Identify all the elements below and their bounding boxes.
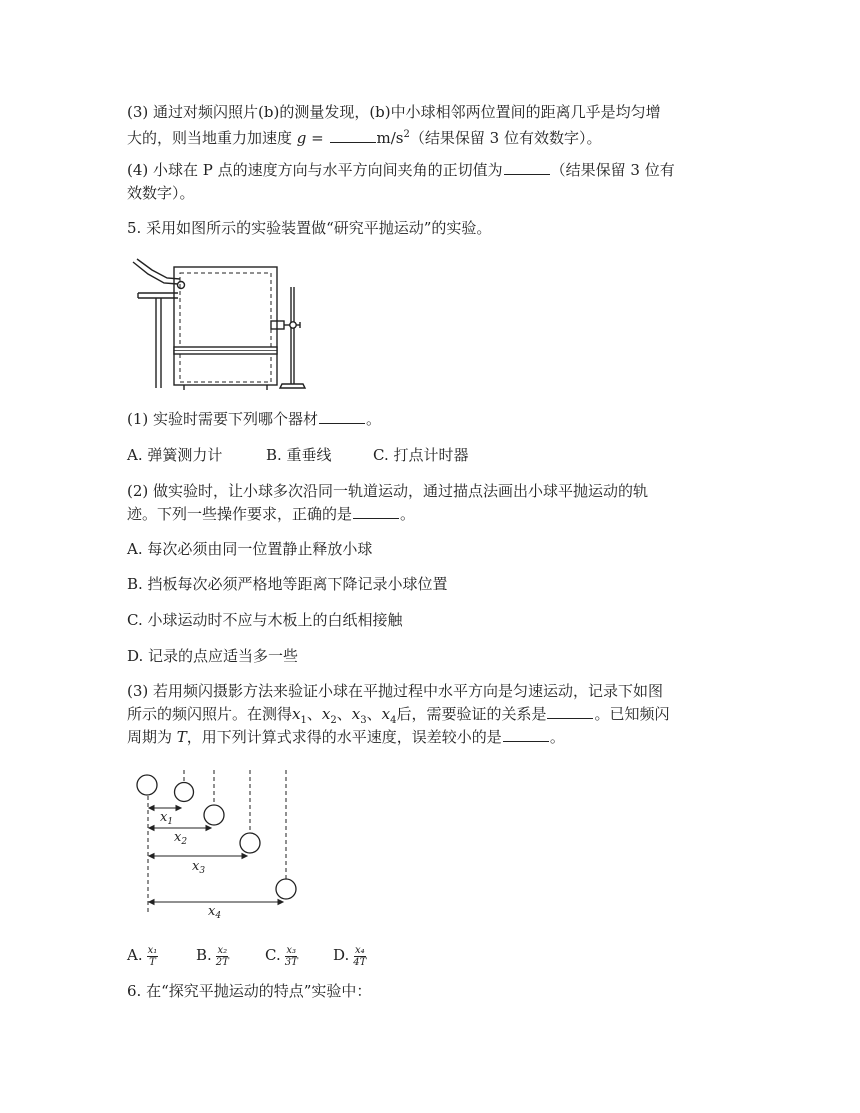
equals-sign: =: [306, 129, 329, 147]
q5-sub3-option-c[interactable]: [265, 944, 298, 968]
q5-sub3-text-c: 。已知频闪: [594, 705, 670, 723]
q4-part4-text-b: （结果保留 3 位有: [550, 161, 675, 179]
denominator: 2T: [215, 956, 229, 968]
label-x2: $x_2$: [174, 830, 188, 847]
denominator: 4T: [353, 956, 367, 968]
q5-sub3-option-a[interactable]: [127, 944, 158, 968]
option-letter: C.: [265, 946, 281, 964]
numerator: x₄: [354, 944, 365, 956]
ball-position-0: [137, 775, 157, 795]
q5-sub1-text-b: 。: [366, 410, 382, 428]
q5-sub1-option-b[interactable]: B. 重垂线: [266, 446, 332, 464]
var-x4-sub: 4: [390, 715, 397, 726]
q4-part3-line1: (3) 通过对频闪照片(b)的测量发现，(b)中小球相邻两位置间的距离几乎是均匀增: [127, 103, 661, 121]
unit-exponent: 2: [403, 129, 410, 140]
label-x1: $x_1$: [160, 810, 174, 827]
q5-sub3-text-f: 。: [549, 728, 565, 746]
var-x1: x: [292, 705, 301, 723]
q5-sub3-text-a: 所示的频闪照片。在测得: [127, 705, 293, 723]
q5-sub3-text-e: ，用下列计算式求得的水平速度，误差较小的是: [186, 728, 502, 746]
q5-sub1-stem: [127, 408, 381, 430]
q4-part3-text-a: 大的，则当地重力加速度: [127, 129, 297, 147]
q5-sub1-option-c[interactable]: C. 打点计时器: [373, 446, 469, 464]
label-x4: $x_4$: [208, 904, 222, 920]
var-x2: x: [321, 705, 331, 723]
q5-sub2-line1: (2) 做实验时，让小球多次沿同一轨道运动，通过描点法画出小球平抛运动的轨: [127, 482, 649, 500]
numerator: x₁: [147, 944, 158, 956]
q5-sub2-option-c[interactable]: C. 小球运动时不应与木板上的白纸相接触: [127, 611, 403, 629]
option-letter: A.: [127, 946, 143, 964]
fraction: [285, 945, 298, 968]
q5-sub2-option-b[interactable]: B. 挡板每次必须严格地等距离下降记录小球位置: [127, 575, 448, 593]
q5-sub3-option-b[interactable]: [196, 944, 229, 968]
denominator: T: [149, 956, 156, 968]
q6-title: 6. 在“探究平抛运动的特点”实验中：: [127, 982, 372, 1000]
unit: m/s: [376, 129, 404, 147]
numerator: x₂: [217, 944, 228, 956]
q5-sub3-text-b: 后，需要验证的关系是: [396, 705, 547, 723]
fraction: [216, 945, 229, 968]
q5-sub1-text-a: (1) 实验时需要下列哪个器材: [127, 410, 319, 428]
q4-part4-line2: 效数字）。: [127, 184, 195, 202]
sep-1: 、: [306, 705, 322, 723]
option-letter: D.: [333, 946, 350, 964]
var-x2-sub: 2: [330, 715, 337, 726]
q5-sub2-text-b: 。: [400, 505, 416, 523]
answer-blank-operations[interactable]: [353, 504, 399, 519]
fraction: [353, 945, 366, 968]
q4-part3-text-b: （结果保留 3 位有效数字）。: [409, 129, 602, 147]
apparatus-figure: [128, 256, 318, 392]
q5-sub3-line1: (3) 若用频闪摄影方法来验证小球在平抛过程中水平方向是匀速运动，记录下如图: [127, 682, 664, 700]
q5-title: 5. 采用如图所示的实验装置做“研究平抛运动”的实验。: [127, 219, 492, 237]
var-x3-sub: 3: [360, 715, 367, 726]
q5-sub2-option-a[interactable]: A. 每次必须由同一位置静止释放小球: [127, 540, 373, 558]
option-letter: B.: [196, 946, 212, 964]
q4-part3-line2: [127, 124, 601, 149]
strobe-photo-figure: [132, 768, 302, 920]
label-x3: $x_3$: [192, 859, 206, 876]
ball-position-1: [175, 783, 194, 802]
q5-sub2-line2: [127, 503, 415, 525]
q5-sub3-option-d[interactable]: [333, 944, 366, 968]
fraction: [147, 945, 159, 968]
ball-position-3: [240, 833, 260, 853]
sep-2: 、: [336, 705, 352, 723]
q4-part4-text-a: (4) 小球在 P 点的速度方向与水平方向间夹角的正切值为: [127, 161, 503, 179]
period-symbol: T: [176, 728, 187, 746]
q5-sub3-text-d: 周期为: [127, 728, 177, 746]
denominator: 3T: [284, 956, 298, 968]
ball-position-4: [276, 879, 296, 899]
answer-blank-tan[interactable]: [504, 160, 550, 175]
numerator: x₃: [286, 944, 297, 956]
var-x1-sub: 1: [300, 715, 307, 726]
q5-sub2-option-d[interactable]: D. 记录的点应适当多一些: [127, 647, 299, 665]
answer-blank-equipment[interactable]: [319, 409, 365, 424]
q5-sub3-line3: [127, 726, 565, 748]
var-x3: x: [351, 705, 361, 723]
q5-sub2-text-a: 迹。下列一些操作要求，正确的是: [127, 505, 353, 523]
g-symbol: g: [296, 129, 307, 147]
answer-blank-g[interactable]: [330, 128, 376, 143]
q5-sub1-option-a[interactable]: A. 弹簧测力计: [127, 446, 223, 464]
ball-position-2: [204, 805, 224, 825]
q4-part4-line1: [127, 159, 675, 181]
sep-3: 、: [366, 705, 382, 723]
answer-blank-velocity[interactable]: [503, 727, 549, 742]
var-x4: x: [381, 705, 391, 723]
answer-blank-relation[interactable]: [547, 704, 593, 719]
